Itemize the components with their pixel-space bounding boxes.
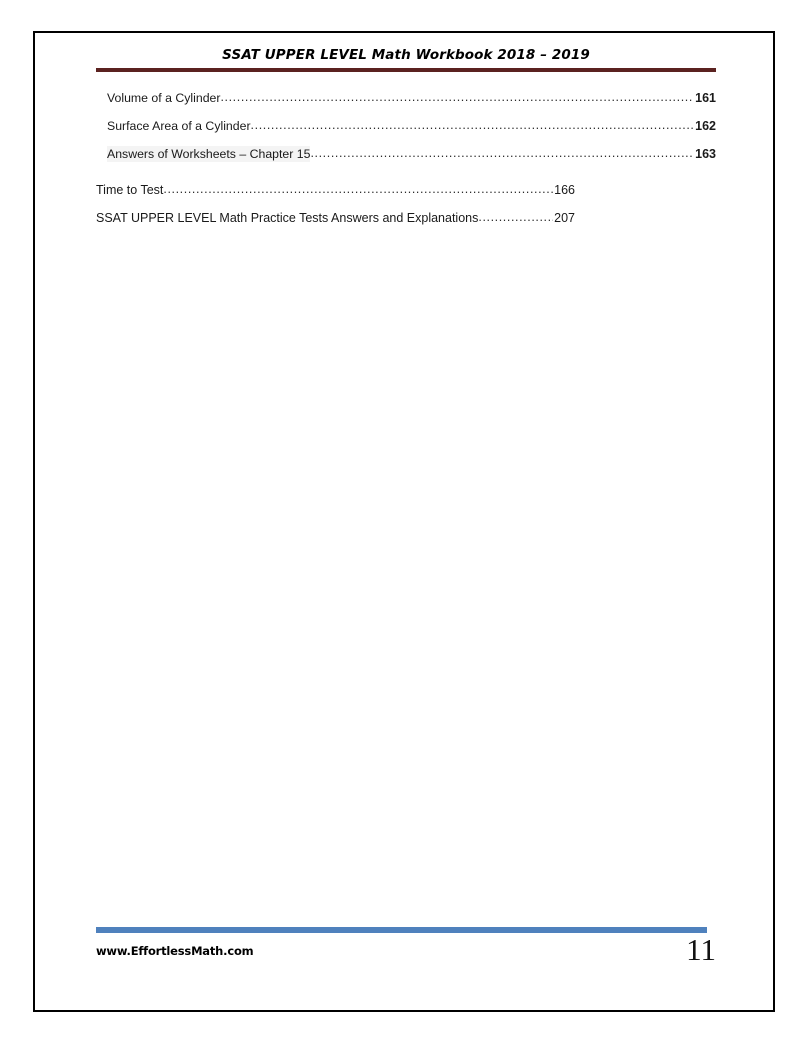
toc-entry[interactable] <box>96 182 575 198</box>
toc-entry[interactable] <box>96 146 716 162</box>
toc-entry-page: 166 <box>554 183 575 197</box>
header-rule <box>96 68 716 72</box>
page-header <box>96 47 716 72</box>
footer-rule <box>96 927 707 933</box>
toc-dot-leader <box>251 117 695 133</box>
toc-entry-page: 161 <box>695 91 716 105</box>
page-footer <box>96 927 716 982</box>
toc-entry[interactable] <box>96 90 716 106</box>
toc-dot-leader <box>220 89 694 105</box>
toc-entry-page: 207 <box>554 211 575 225</box>
toc-entry-label: Volume of a Cylinder <box>107 91 221 105</box>
table-of-contents <box>96 90 716 238</box>
toc-entry-page: 162 <box>695 119 716 133</box>
toc-entry-label: SSAT UPPER LEVEL Math Practice Tests Answers and Explanations <box>96 211 479 225</box>
page-number: 11 <box>686 932 716 967</box>
toc-entry-page: 163 <box>695 147 716 161</box>
toc-dot-leader <box>478 209 553 225</box>
toc-entry-label: Surface Area of a Cylinder <box>107 119 251 133</box>
page-sheet <box>33 31 775 1012</box>
toc-entry[interactable] <box>96 210 575 226</box>
toc-dot-leader <box>163 181 553 197</box>
toc-entry[interactable] <box>96 118 716 134</box>
toc-entry-label: Time to Test <box>96 183 164 197</box>
footer-website-url[interactable]: www.EffortlessMath.com <box>96 944 254 958</box>
toc-entry-label: Answers of Worksheets – Chapter 15 <box>107 147 311 161</box>
toc-dot-leader <box>310 145 694 161</box>
footer-content <box>96 932 716 982</box>
page-title: SSAT UPPER LEVEL Math Workbook 2018 – 2019 <box>222 47 590 63</box>
